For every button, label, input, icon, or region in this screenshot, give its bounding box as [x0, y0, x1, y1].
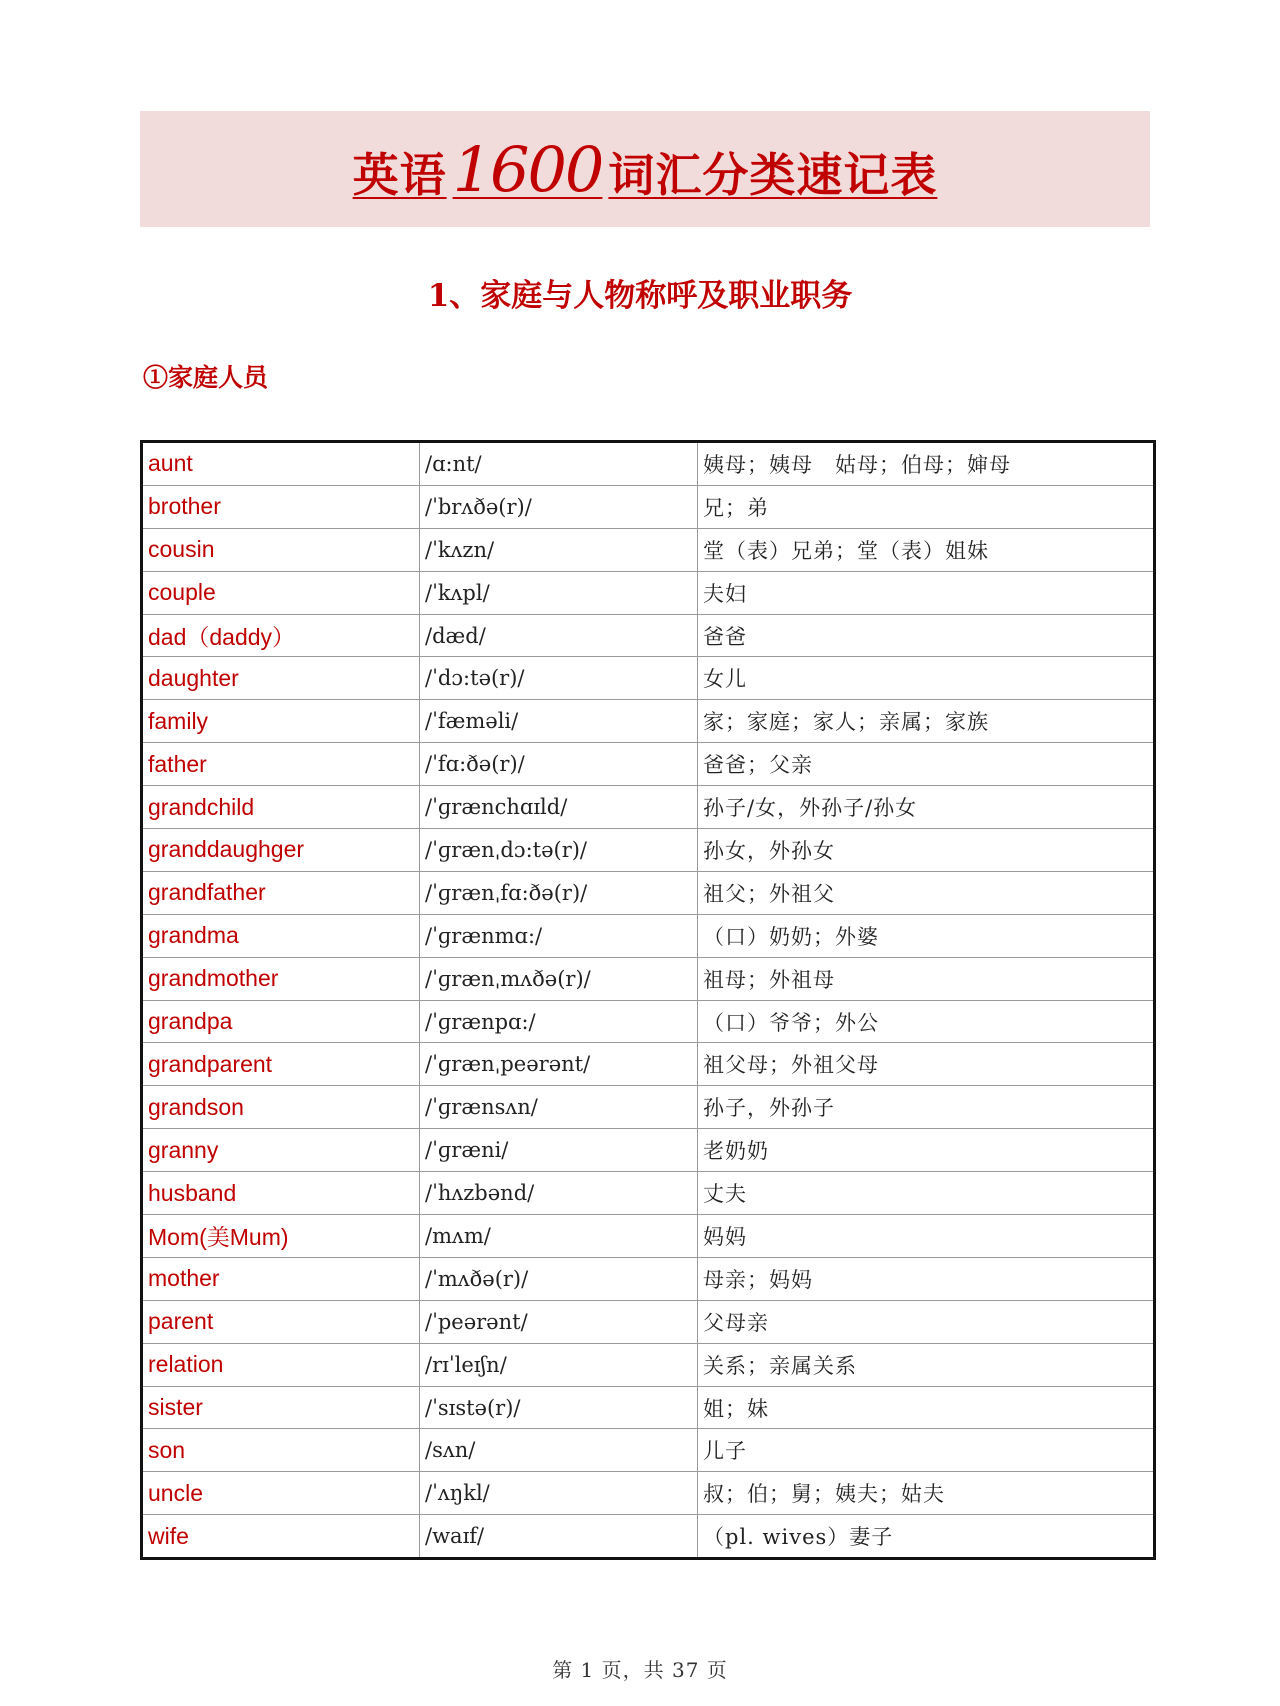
meaning-cell: 爸爸 — [698, 614, 1155, 657]
word-cell: grandpa — [142, 1000, 420, 1043]
word-cell: aunt — [142, 442, 420, 486]
meaning-cell: 关系；亲属关系 — [698, 1343, 1155, 1386]
table-row — [142, 914, 1155, 957]
meaning-cell: 妈妈 — [698, 1215, 1155, 1258]
phonetic-cell: /ˈhʌzbənd/ — [420, 1172, 698, 1215]
meaning-cell: 家；家庭；家人；亲属；家族 — [698, 700, 1155, 743]
word-cell: brother — [142, 485, 420, 528]
phonetic-cell: /rɪˈleɪʃn/ — [420, 1343, 698, 1386]
phonetic-cell: /ˈɡrænˌdɔ:tə(r)/ — [420, 829, 698, 872]
phonetic-cell: /ˈkʌpl/ — [420, 571, 698, 614]
phonetic-cell: /ˈʌŋkl/ — [420, 1472, 698, 1515]
phonetic-cell: /ˈɡrænˌmʌðə(r)/ — [420, 957, 698, 1000]
meaning-cell: 祖父母；外祖父母 — [698, 1043, 1155, 1086]
meaning-cell: 爸爸；父亲 — [698, 743, 1155, 786]
phonetic-cell: /ˈɡrænˌfɑ:ðə(r)/ — [420, 871, 698, 914]
word-cell: grandfather — [142, 871, 420, 914]
meaning-cell: 老奶奶 — [698, 1129, 1155, 1172]
phonetic-cell: /ˈfæməli/ — [420, 700, 698, 743]
table-row — [142, 1129, 1155, 1172]
subsection-title: ①家庭人员 — [143, 363, 269, 392]
meaning-cell: 堂（表）兄弟；堂（表）姐妹 — [698, 528, 1155, 571]
section-title: 1、家庭与人物称呼及职业职务 — [427, 278, 853, 314]
page-footer: 第 1 页，共 37 页 — [552, 1658, 728, 1682]
vocab-table-body — [142, 442, 1155, 1559]
title-suffix: 词汇分类速记表 — [608, 147, 938, 202]
word-cell: son — [142, 1429, 420, 1472]
word-cell: couple — [142, 571, 420, 614]
table-row — [142, 871, 1155, 914]
word-cell: dad（daddy） — [142, 614, 420, 657]
table-row — [142, 1257, 1155, 1300]
meaning-cell: 祖父；外祖父 — [698, 871, 1155, 914]
phonetic-cell: /ˈkʌzn/ — [420, 528, 698, 571]
meaning-cell: 儿子 — [698, 1429, 1155, 1472]
table-row — [142, 829, 1155, 872]
table-row — [142, 1043, 1155, 1086]
word-cell: uncle — [142, 1472, 420, 1515]
table-row — [142, 1386, 1155, 1429]
phonetic-cell: /sʌn/ — [420, 1429, 698, 1472]
meaning-cell: （口）爷爷；外公 — [698, 1000, 1155, 1043]
word-cell: relation — [142, 1343, 420, 1386]
table-row — [142, 485, 1155, 528]
title-number: 1600 — [452, 132, 603, 206]
phonetic-cell: /ˈmʌðə(r)/ — [420, 1257, 698, 1300]
table-row — [142, 1300, 1155, 1343]
phonetic-cell: /ˈɡrænmɑ:/ — [420, 914, 698, 957]
table-row — [142, 786, 1155, 829]
meaning-cell: 夫妇 — [698, 571, 1155, 614]
word-cell: cousin — [142, 528, 420, 571]
table-row — [142, 1343, 1155, 1386]
word-cell: husband — [142, 1172, 420, 1215]
phonetic-cell: /ɑ:nt/ — [420, 442, 698, 486]
word-cell: daughter — [142, 657, 420, 700]
phonetic-cell: /ˈpeərənt/ — [420, 1300, 698, 1343]
word-cell: grandparent — [142, 1043, 420, 1086]
table-row — [142, 1429, 1155, 1472]
phonetic-cell: /ˈɡræni/ — [420, 1129, 698, 1172]
meaning-cell: 孙女，外孙女 — [698, 829, 1155, 872]
word-cell: sister — [142, 1386, 420, 1429]
title-banner — [140, 111, 1150, 227]
meaning-cell: 丈夫 — [698, 1172, 1155, 1215]
phonetic-cell: /mʌm/ — [420, 1215, 698, 1258]
table-row — [142, 442, 1155, 486]
word-cell: Mom(美Mum) — [142, 1215, 420, 1258]
table-row — [142, 1000, 1155, 1043]
phonetic-cell: /dæd/ — [420, 614, 698, 657]
meaning-cell: （pl. wives）妻子 — [698, 1515, 1155, 1559]
table-row — [142, 571, 1155, 614]
word-cell: grandma — [142, 914, 420, 957]
meaning-cell: 女儿 — [698, 657, 1155, 700]
phonetic-cell: /ˈsɪstə(r)/ — [420, 1386, 698, 1429]
phonetic-cell: /ˈfɑ:ðə(r)/ — [420, 743, 698, 786]
meaning-cell: （口）奶奶；外婆 — [698, 914, 1155, 957]
meaning-cell: 孙子/女，外孙子/孙女 — [698, 786, 1155, 829]
vocab-table — [140, 440, 1156, 1560]
table-row — [142, 1515, 1155, 1559]
title-prefix: 英语 — [352, 147, 447, 202]
word-cell: mother — [142, 1257, 420, 1300]
table-row — [142, 1172, 1155, 1215]
word-cell: granny — [142, 1129, 420, 1172]
table-row — [142, 1215, 1155, 1258]
table-row — [142, 657, 1155, 700]
word-cell: parent — [142, 1300, 420, 1343]
meaning-cell: 孙子，外孙子 — [698, 1086, 1155, 1129]
phonetic-cell: /waɪf/ — [420, 1515, 698, 1559]
meaning-cell: 母亲；妈妈 — [698, 1257, 1155, 1300]
table-row — [142, 1472, 1155, 1515]
phonetic-cell: /ˈɡrænsʌn/ — [420, 1086, 698, 1129]
word-cell: grandchild — [142, 786, 420, 829]
meaning-cell: 姨母；姨母 姑母；伯母；婶母 — [698, 442, 1155, 486]
phonetic-cell: /ˈdɔ:tə(r)/ — [420, 657, 698, 700]
meaning-cell: 姐；妹 — [698, 1386, 1155, 1429]
word-cell: grandson — [142, 1086, 420, 1129]
word-cell: wife — [142, 1515, 420, 1559]
meaning-cell: 叔；伯；舅；姨夫；姑夫 — [698, 1472, 1155, 1515]
table-row — [142, 700, 1155, 743]
table-row — [142, 1086, 1155, 1129]
meaning-cell: 兄；弟 — [698, 485, 1155, 528]
word-cell: grandmother — [142, 957, 420, 1000]
meaning-cell: 父母亲 — [698, 1300, 1155, 1343]
table-row — [142, 528, 1155, 571]
phonetic-cell: /ˈɡrænpɑ:/ — [420, 1000, 698, 1043]
phonetic-cell: /ˈɡrænchɑɪld/ — [420, 786, 698, 829]
document-title — [353, 133, 938, 206]
meaning-cell: 祖母；外祖母 — [698, 957, 1155, 1000]
word-cell: father — [142, 743, 420, 786]
table-row — [142, 743, 1155, 786]
word-cell: family — [142, 700, 420, 743]
table-row — [142, 614, 1155, 657]
phonetic-cell: /ˈɡrænˌpeərənt/ — [420, 1043, 698, 1086]
table-row — [142, 957, 1155, 1000]
phonetic-cell: /ˈbrʌðə(r)/ — [420, 485, 698, 528]
word-cell: granddaughger — [142, 829, 420, 872]
